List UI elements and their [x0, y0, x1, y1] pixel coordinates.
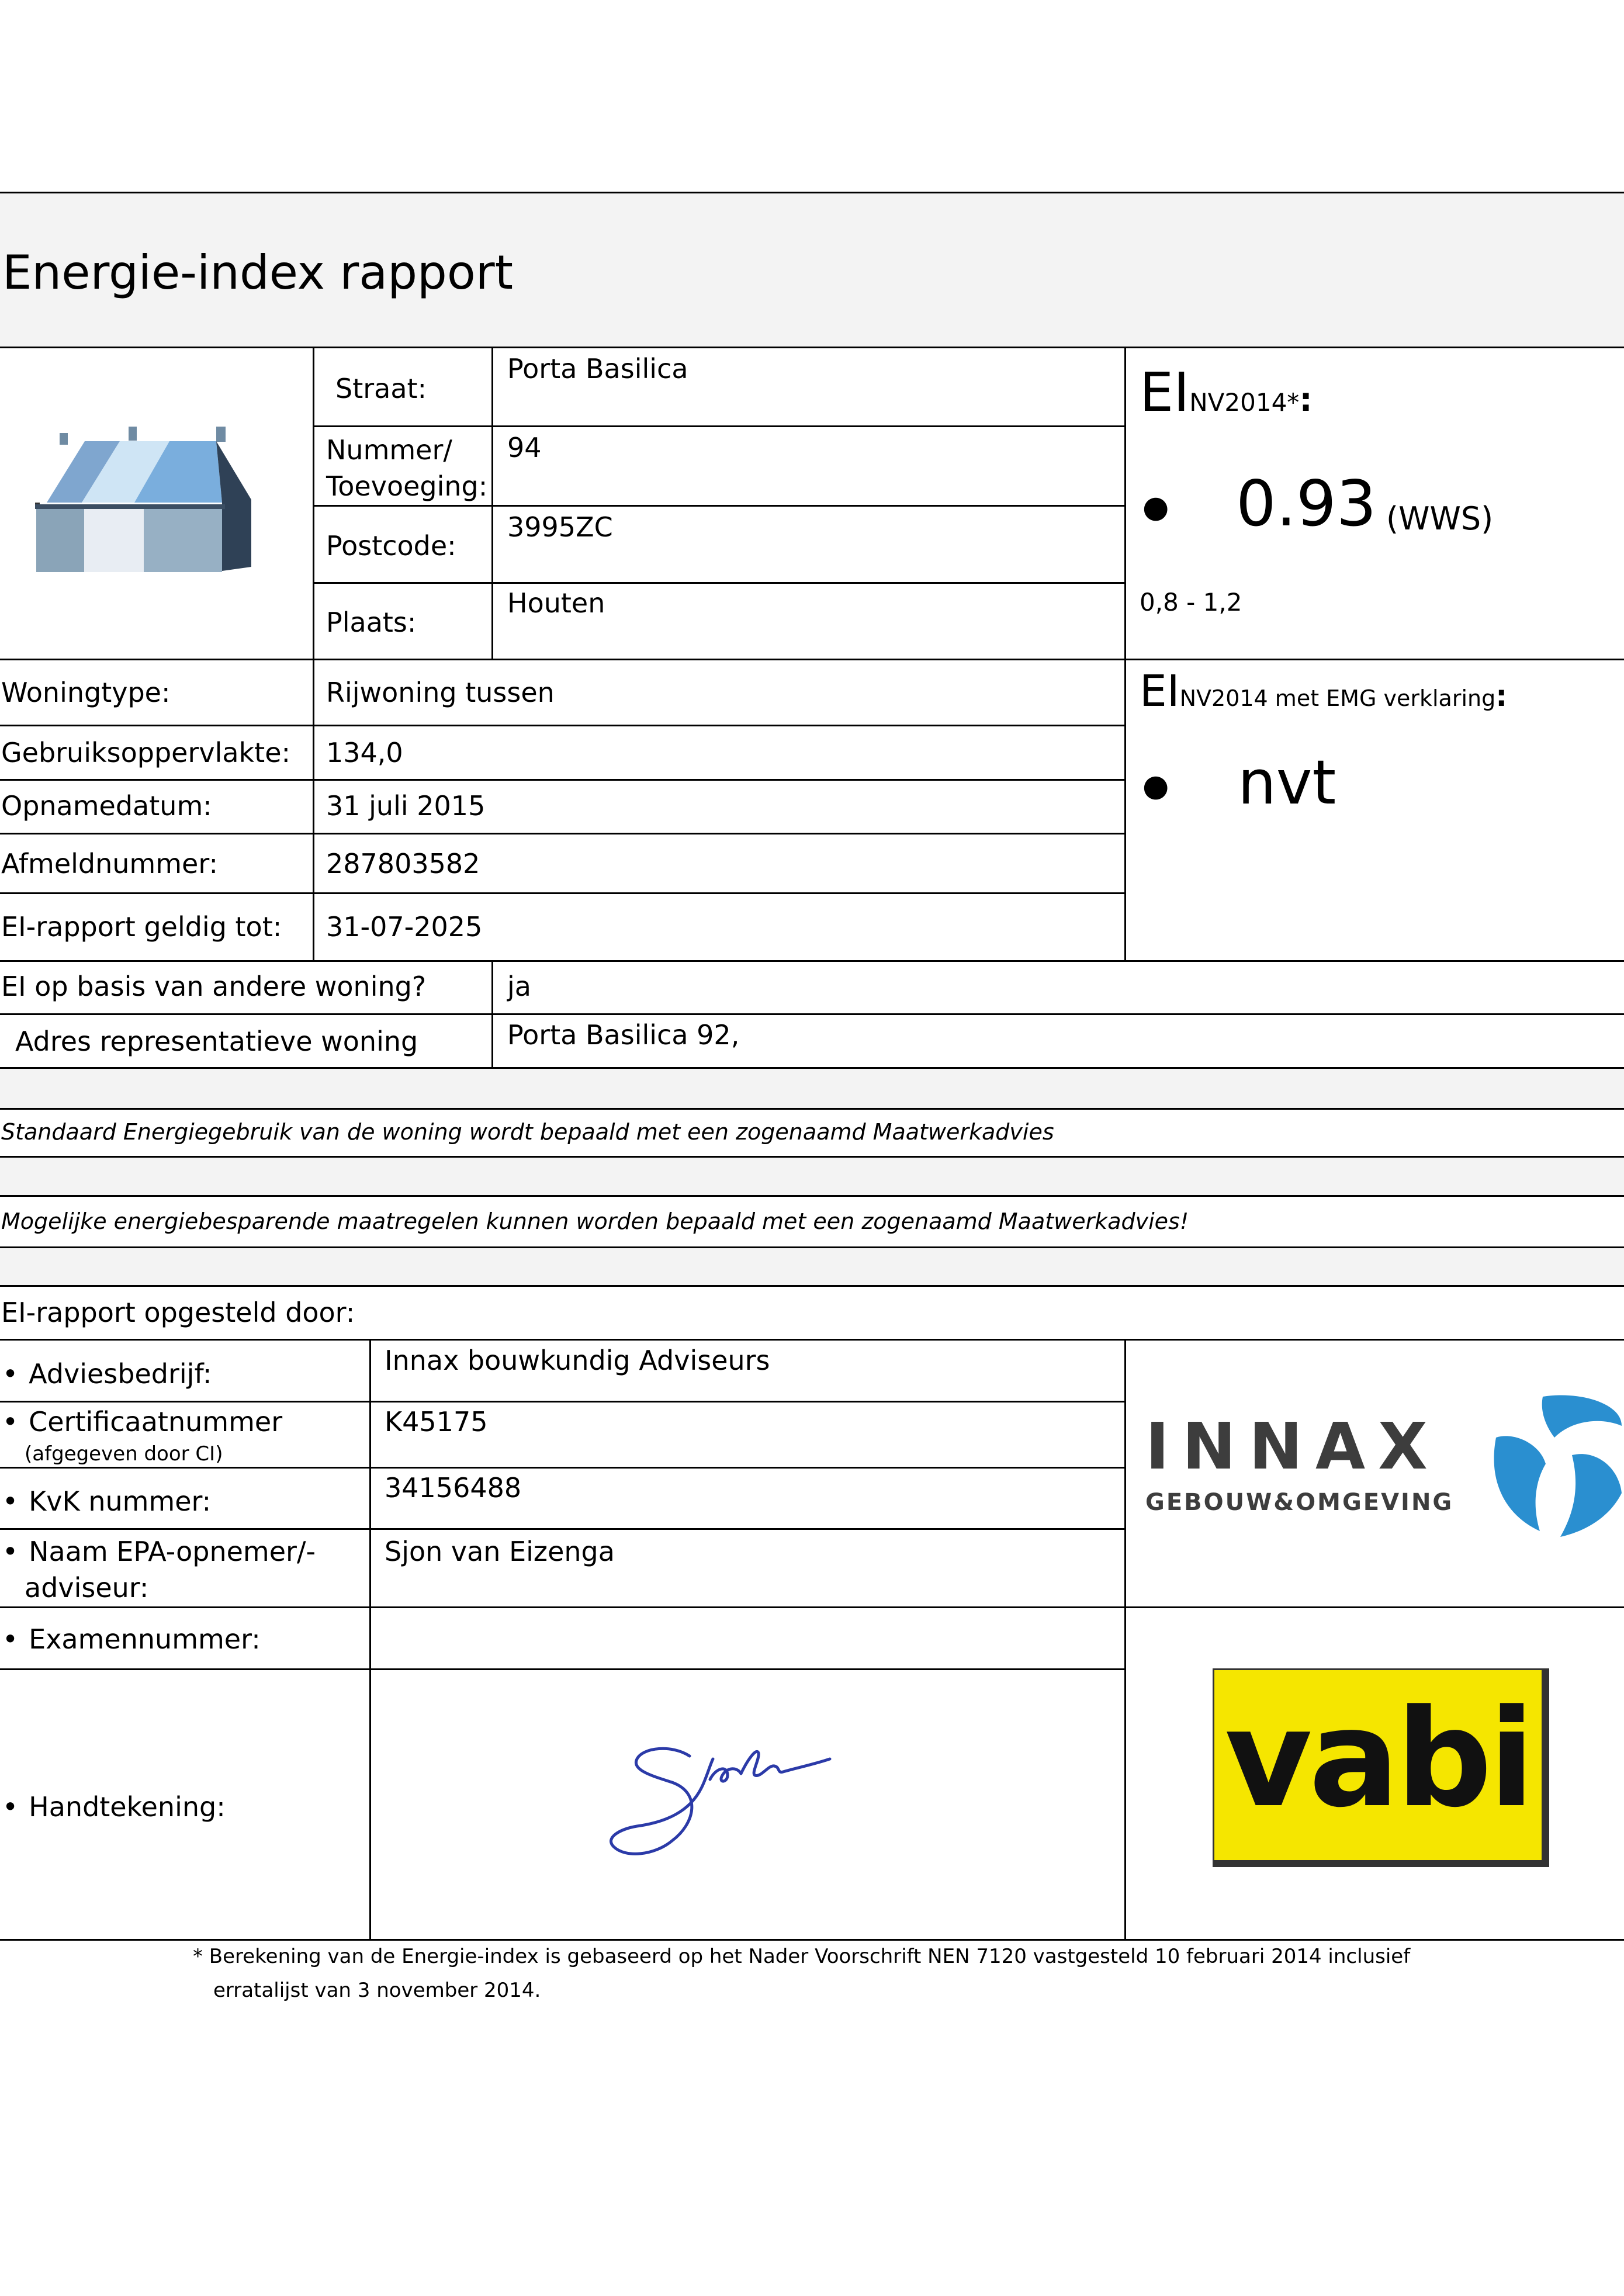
ei-label-sub: NV2014*: [1189, 388, 1300, 417]
kvk-value: 34156488: [385, 1472, 522, 1504]
spacer-band: [0, 1158, 1624, 1195]
ei-emg-bullet: ●: [1142, 768, 1169, 804]
ei-unit: (WWS): [1386, 500, 1494, 537]
footnote-line-1: * Berekening van de Energie-index is gebaseerd op het Nader Voorschrift NEN 7120 vastgesteld 10 februari 2014 inclusief: [193, 1945, 1411, 1968]
spacer-band: [0, 1069, 1624, 1108]
representative-address-value: Porta Basilica 92,: [507, 1019, 740, 1051]
author-row-rule: [0, 1668, 1126, 1670]
opnamedatum-label: Opnamedatum:: [1, 790, 212, 822]
author-divider-right: [1124, 1339, 1126, 1941]
postcode-label: Postcode:: [326, 530, 456, 562]
author-heading-rule: [0, 1339, 1624, 1341]
kvk-label: • KvK nummer:: [2, 1485, 211, 1519]
footnote-line-2: erratalijst van 3 november 2014.: [213, 1979, 541, 2002]
author-heading: EI-rapport opgesteld door:: [1, 1297, 355, 1328]
vabi-logo-word: vabi: [1224, 1681, 1532, 1837]
afmeldnummer-value: 287803582: [326, 848, 480, 879]
woningtype-value: Rijwoning tussen: [326, 677, 555, 708]
representative-question: EI op basis van andere woning?: [1, 971, 427, 1002]
company-value: Innax bouwkundig Adviseurs: [385, 1345, 770, 1376]
ei-range: 0,8 - 1,2: [1140, 588, 1242, 617]
note-rule: [0, 1285, 1624, 1287]
afmeldnummer-label: Afmeldnummer:: [1, 848, 218, 879]
details-row-rule: [0, 892, 1126, 894]
author-row-rule: [0, 1528, 1126, 1530]
author-row-rule: [0, 1606, 1624, 1608]
name-value: Sjon van Eizenga: [385, 1536, 615, 1567]
city-value: Houten: [507, 587, 605, 619]
note-rule: [0, 1195, 1624, 1197]
author-row-rule: [0, 1401, 1126, 1402]
author-bottom-rule: [0, 1939, 1624, 1941]
ei-divider: [1124, 347, 1126, 961]
address-row-rule: [313, 582, 1126, 584]
geldig-tot-label: EI-rapport geldig tot:: [1, 911, 282, 943]
city-label: Plaats:: [326, 607, 417, 638]
ei-label-main: EI: [1140, 361, 1190, 424]
innax-logo: [1145, 1409, 1473, 1516]
standard-note: Standaard Energiegebruik van de woning wordt bepaald met een zogenaamd Maatwerkadvies: [1, 1119, 1054, 1145]
ei-label: [1140, 361, 1313, 424]
postcode-value: 3995ZC: [507, 511, 613, 543]
measures-note: Mogelijke energiebesparende maatregelen kunnen worden bepaald met een zogenaamd Maatwerkadvies!: [1, 1208, 1189, 1234]
cert-sub-label: (afgegeven door CI): [25, 1442, 223, 1466]
representative-address-label: Adres representatieve woning: [15, 1026, 418, 1057]
house-icon: [23, 424, 275, 581]
ei-value: 0.93: [1236, 467, 1377, 541]
spacer-band: [0, 1248, 1624, 1285]
geldig-tot-value: 31-07-2025: [326, 911, 483, 943]
address-divider-left: [313, 347, 314, 659]
details-row-rule: [0, 833, 1126, 834]
ei-emg-label-colon: :: [1495, 679, 1508, 713]
company-label: • Adviesbedrijf:: [2, 1357, 212, 1391]
innax-swirl-icon: [1484, 1391, 1624, 1543]
representative-answer: ja: [507, 971, 531, 1002]
ei-emg-label: [1140, 666, 1507, 716]
author-row-rule: [0, 1467, 1126, 1469]
ei-bullet: ●: [1142, 490, 1169, 525]
street-label: Straat:: [335, 373, 427, 404]
oppervlakte-label: Gebruiksoppervlakte:: [1, 737, 291, 768]
details-row-rule: [0, 779, 1126, 781]
street-value: Porta Basilica: [507, 353, 688, 385]
ei-emg-label-main: EI: [1140, 666, 1180, 716]
ei-label-colon: :: [1299, 381, 1313, 419]
opnamedatum-value: 31 juli 2015: [326, 790, 486, 822]
cert-value: K45175: [385, 1406, 488, 1438]
address-bottom-rule: [0, 659, 1624, 660]
innax-logo-word: INNAX: [1145, 1409, 1441, 1484]
details-row-rule: [0, 725, 1126, 726]
number-label: Nummer/: [326, 434, 452, 466]
ei-emg-label-sub: NV2014 met EMG verklaring: [1179, 685, 1496, 711]
signature-image: [602, 1724, 842, 1864]
representative-row-rule: [0, 1013, 1624, 1015]
addition-label: Toevoeging:: [326, 470, 488, 502]
name-label-cont: adviseur:: [25, 1572, 149, 1604]
innax-logo-tagline: GEBOUW&OMGEVING: [1145, 1489, 1454, 1516]
woningtype-label: Woningtype:: [1, 677, 171, 708]
address-row-rule: [313, 505, 1126, 507]
cert-label: • Certificaatnummer: [2, 1405, 282, 1439]
note-rule: [0, 1108, 1624, 1110]
details-bottom-rule: [0, 960, 1624, 962]
signature-label: • Handtekening:: [2, 1791, 226, 1824]
page-title: Energie-index rapport: [2, 245, 514, 300]
ei-emg-value: nvt: [1238, 747, 1336, 818]
header-bottom-rule: [0, 347, 1624, 348]
vabi-logo: [1214, 1670, 1542, 1860]
author-divider-left: [369, 1339, 371, 1941]
details-divider: [313, 659, 314, 961]
address-row-rule: [313, 425, 1126, 427]
oppervlakte-value: 134,0: [326, 737, 403, 768]
address-divider-mid: [491, 347, 493, 659]
exam-label: • Examennummer:: [2, 1623, 261, 1657]
name-label: • Naam EPA-opnemer/-: [2, 1535, 316, 1569]
number-value: 94: [507, 432, 542, 463]
